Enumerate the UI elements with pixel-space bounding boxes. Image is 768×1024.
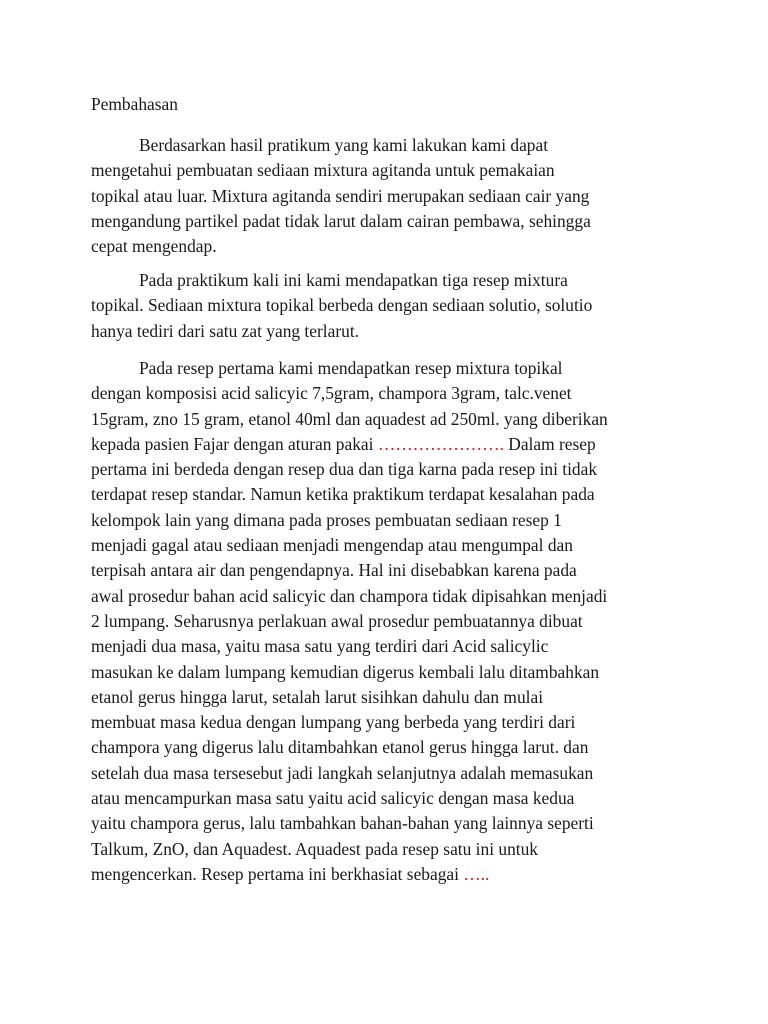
paragraph-line: topikal. Sediaan mixtura topikal berbeda dengan sediaan solutio, solutio [91, 295, 593, 316]
paragraph-2 [91, 268, 706, 344]
paragraph-line [91, 864, 489, 884]
paragraph-line: pertama ini berdeda dengan resep dua dan tiga karna pada resep ini tidak [91, 459, 598, 480]
paragraph-line: terdapat resep standar. Namun ketika praktikum terdapat kesalahan pada [91, 484, 595, 505]
line-text: mengencerkan. Resep pertama ini berkhasiat sebagai [91, 863, 464, 884]
paragraph-line: Pada praktikum kali ini kami mendapatkan tiga resep mixtura [139, 270, 568, 290]
paragraph-line: Berdasarkan hasil pratikum yang kami lakukan kami dapat [139, 135, 549, 155]
paragraph-line: champora yang digerus lalu ditambahkan etanol gerus hingga larut. dan [91, 737, 589, 758]
blank-placeholder: …………………. [377, 433, 504, 454]
paragraph-line: mengandung partikel padat tidak larut dalam cairan pembawa, sehingga [91, 210, 591, 231]
paragraph-line: yaitu champora gerus, lalu tambahkan bahan-bahan yang lainnya seperti [91, 813, 594, 834]
paragraph-line: awal prosedur bahan acid salicyic dan champora tidak dipisahkan menjadi [91, 585, 608, 606]
paragraph-line: 15gram, zno 15 gram, etanol 40ml dan aquadest ad 250ml. yang diberikan [91, 408, 608, 429]
paragraph-line: menjadi dua masa, yaitu masa satu yang terdiri dari Acid salicylic [91, 636, 549, 657]
paragraph-line: kelompok lain yang dimana pada proses pembuatan sediaan resep 1 [91, 509, 562, 530]
paragraph-line: Talkum, ZnO, dan Aquadest. Aquadest pada resep satu ini untuk [91, 838, 538, 859]
line-text: Dalam resep [503, 433, 596, 454]
paragraph-line [91, 434, 596, 454]
paragraph-line: cepat mengendap. [91, 236, 217, 257]
paragraph-line: Pada resep pertama kami mendapatkan resep mixtura topikal [139, 358, 563, 378]
paragraph-line: dengan komposisi acid salicyic 7,5gram, champora 3gram, talc.venet [91, 383, 572, 404]
paragraph-line: mengetahui pembuatan sediaan mixtura agitanda untuk pemakaian [91, 160, 555, 181]
line-text: kepada pasien Fajar dengan aturan pakai [91, 433, 378, 454]
paragraph-line: terpisah antara air dan pengendapnya. Hal ini disebabkan karena pada [91, 560, 577, 581]
paragraph-1 [91, 133, 706, 259]
blank-placeholder: ….. [463, 863, 490, 884]
paragraph-line: atau mencampurkan masa satu yaitu acid salicyic dengan masa kedua [91, 788, 575, 809]
paragraph-line: etanol gerus hingga larut, setalah larut sisihkan dahulu dan mulai [91, 686, 544, 707]
paragraph-line: topikal atau luar. Mixtura agitanda sendiri merupakan sediaan cair yang [91, 185, 590, 206]
paragraph-line: hanya tediri dari satu zat yang terlarut. [91, 320, 359, 341]
paragraph-3 [91, 356, 706, 887]
paragraph-line: membuat masa kedua dengan lumpang yang berbeda yang terdiri dari [91, 712, 576, 733]
section-heading: Pembahasan [91, 94, 178, 114]
paragraph-line: menjadi gagal atau sediaan menjadi mengendap atau mengumpal dan [91, 535, 573, 556]
paragraph-line: 2 lumpang. Seharusnya perlakuan awal prosedur pembuatannya dibuat [91, 610, 583, 631]
paragraph-line: setelah dua masa tersesebut jadi langkah selanjutnya adalah memasukan [91, 762, 594, 783]
paragraph-line: masukan ke dalam lumpang kemudian digerus kembali lalu ditambahkan [91, 661, 600, 682]
